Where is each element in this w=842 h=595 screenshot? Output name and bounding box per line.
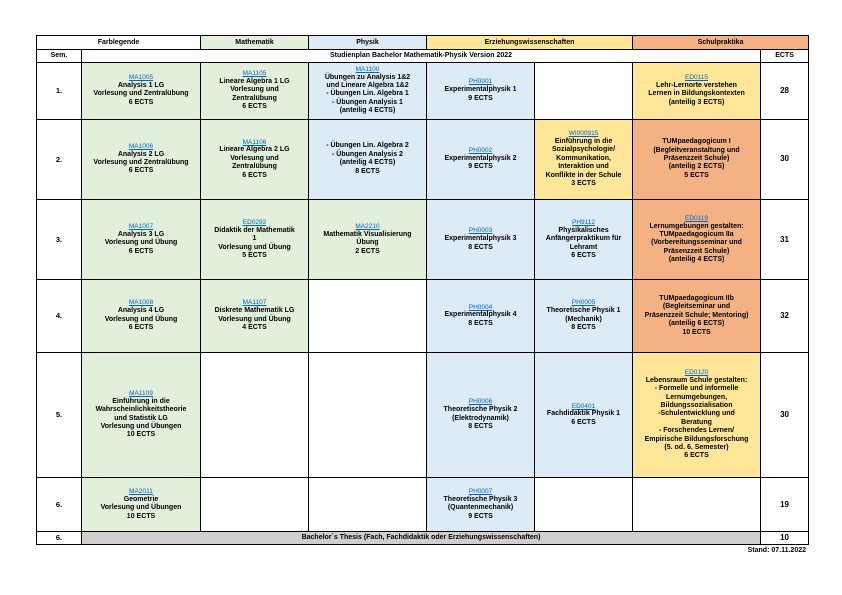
module-code-link[interactable]: MA1005	[128, 74, 154, 82]
module-text-line: Einführung in die	[554, 137, 613, 145]
module-cell	[535, 352, 633, 478]
module-text-line: Vorlesung und Übung	[104, 315, 178, 323]
module-cell	[309, 119, 427, 199]
semester-ects: 19	[761, 478, 809, 532]
module-code-link[interactable]: PH0004	[468, 303, 493, 311]
module-cell	[82, 478, 201, 532]
module-text-line: Theoretische Physik 1	[546, 307, 621, 315]
module-text-line: Zentralübung	[232, 94, 277, 102]
module-text-line: (5. od. 6. Semester)	[664, 443, 729, 451]
stand-date: Stand: 07.11.2022	[747, 547, 806, 554]
module-text-line: 6 ECTS	[128, 167, 154, 175]
module-text-line: (anteilig 4 ECTS)	[339, 107, 396, 115]
module-code-link[interactable]: PH0003	[468, 227, 493, 235]
module-text-line: (anteilig 4 ECTS)	[668, 256, 725, 264]
module-code-link[interactable]: PH0005	[571, 299, 596, 307]
module-text-line: Konflikte in der Schule	[545, 171, 622, 179]
module-text-line: Diskrete Mathematik LG	[214, 307, 295, 315]
module-text-line: (Begleitseminar und	[662, 303, 731, 311]
module-text-line: 6 ECTS	[128, 98, 154, 106]
module-text-line: (Mechanik)	[565, 315, 602, 323]
module-cell	[633, 280, 761, 352]
module-text-line: (Elektrodynamik)	[452, 414, 509, 422]
module-cell	[427, 478, 535, 532]
module-text-line: (anteilig 3 ECTS)	[668, 98, 725, 106]
module-text-line: 6 ECTS	[128, 324, 154, 332]
module-text-line: Vorlesung und Übung	[104, 239, 178, 247]
module-cell	[427, 62, 535, 119]
module-code-link[interactable]: MA2210	[355, 223, 380, 231]
module-text-line: - Übungen Analysis 2	[332, 150, 403, 158]
module-text-line: (anteilig 4 ECTS)	[339, 159, 396, 167]
header-erziehungswissenschaften: Erziehungswissenschaften	[427, 36, 633, 50]
module-text-line: Analysis 3 LG	[117, 230, 165, 238]
module-text-line: Mathematik Visualisierung	[323, 230, 412, 238]
module-text-line: 3 ECTS	[571, 179, 596, 187]
module-cell	[201, 119, 309, 199]
module-cell	[82, 119, 201, 199]
module-text-line: TUMpaedagogicum I	[662, 138, 731, 146]
module-cell	[633, 62, 761, 119]
module-text-line: Didaktik der Mathematik	[214, 226, 295, 234]
module-text-line: TUMpaedagogicum IIb	[659, 294, 734, 302]
module-text-line: Übungen zu Analysis 1&2	[324, 73, 411, 81]
module-text-line: Vorlesung und Übungen	[100, 423, 182, 430]
module-cell	[427, 352, 535, 478]
module-text-line: Vorlesung und Zentralübung	[93, 158, 189, 166]
semester-ects: 32	[761, 280, 809, 352]
module-code-link[interactable]: MA1006	[128, 142, 154, 150]
module-cell	[427, 199, 535, 279]
module-text-line: Wahrscheinlichkeitstheorie	[95, 406, 187, 414]
module-text-line: Sozialpsychologie/	[552, 146, 616, 154]
module-text-line: TUMpaedagogicum IIa	[659, 230, 734, 238]
semester-ects: 31	[761, 199, 809, 279]
title-row	[37, 50, 809, 62]
module-text-line: Zentralübung	[232, 163, 277, 171]
semester-number: 2.	[37, 119, 82, 199]
module-cell	[201, 352, 309, 478]
module-text-line: (anteilig 6 ECTS)	[668, 320, 725, 328]
module-text-line: 6 ECTS	[242, 102, 267, 110]
module-text-line: 10 ECTS	[126, 512, 156, 520]
module-text-line: - Formelle und informelle	[654, 385, 739, 393]
module-text-line: 4 ECTS	[242, 324, 267, 332]
module-text-line: Einführung in die	[112, 397, 170, 405]
module-text-line: 8 ECTS	[355, 167, 380, 175]
module-cell	[309, 62, 427, 119]
module-text-line: 8 ECTS	[468, 243, 493, 251]
module-text-line: - Übungen Analysis 1	[332, 98, 403, 106]
module-text-line: Physikalisches	[558, 226, 609, 234]
module-text-line: 9 ECTS	[468, 94, 493, 102]
module-text-line: 10 ECTS	[682, 328, 711, 336]
module-text-line: Geometrie	[123, 495, 159, 503]
module-code-link[interactable]: MA1100	[355, 65, 380, 73]
module-code-link[interactable]: PH0007	[468, 488, 493, 496]
module-text-line: Präsenzzeit Schule)	[663, 247, 730, 255]
module-cell	[82, 280, 201, 352]
module-text-line: - Übungen Lin. Algebra 2	[326, 142, 409, 150]
semester-number: 1.	[37, 62, 82, 119]
module-cell	[633, 199, 761, 279]
module-code-link[interactable]: MA2011	[129, 488, 153, 496]
module-code-link[interactable]: PH0006	[468, 398, 493, 406]
thesis-sem: 6.	[37, 531, 82, 544]
thesis-row	[37, 531, 809, 544]
module-code-link[interactable]: MA1008	[128, 299, 154, 307]
module-text-line: Vorlesung und	[230, 154, 279, 162]
module-text-line: Interaktion und	[558, 163, 609, 171]
thesis-label: Bachelor´s Thesis (Fach, Fachdidaktik oder Erziehungswissenschaften)	[82, 531, 761, 544]
module-cell	[427, 119, 535, 199]
semester-number: 4.	[37, 280, 82, 352]
module-text-line: 2 ECTS	[355, 247, 380, 255]
module-text-line: 8 ECTS	[468, 423, 493, 430]
module-code-link[interactable]: WI000915	[568, 130, 599, 138]
module-cell	[201, 199, 309, 279]
module-text-line: Analysis 1 LG	[117, 81, 165, 89]
module-text-line: Lehr-Lernorte verstehen	[656, 81, 737, 89]
module-cell	[82, 199, 201, 279]
module-cell	[309, 478, 427, 532]
module-text-line: 9 ECTS	[468, 163, 493, 171]
module-text-line: Theoretische Physik 2	[443, 406, 518, 414]
semester-number: 5.	[37, 352, 82, 478]
module-cell	[309, 280, 427, 352]
module-text-line: 5 ECTS	[684, 171, 709, 179]
module-text-line: 6 ECTS	[684, 452, 709, 460]
module-cell	[427, 280, 535, 352]
module-text-line: 6 ECTS	[571, 418, 596, 426]
module-text-line: Vorlesung und Übung	[218, 315, 291, 323]
module-text-line: 8 ECTS	[468, 319, 493, 327]
module-text-line: Experimentalphysik 3	[444, 235, 517, 243]
module-text-line: -Schulentwicklung und	[658, 410, 735, 418]
module-cell	[535, 199, 633, 279]
sem-header: Sem.	[37, 50, 82, 62]
module-text-line: Lineare Algebra 2 LG	[219, 146, 290, 154]
semester-ects: 30	[761, 119, 809, 199]
module-code-link[interactable]: ED0401	[571, 402, 596, 410]
module-text-line: Lernen in Bildungskontexten	[648, 90, 745, 98]
module-cell	[309, 199, 427, 279]
header-schulpraktika: Schulpraktika	[633, 36, 809, 50]
module-code-link[interactable]: MA1007	[128, 223, 154, 231]
module-text-line: Empirische Bildungsforschung	[644, 435, 749, 443]
module-text-line: Fachdidaktik Physik 1	[546, 410, 621, 418]
module-text-line: und Lineare Algebra 1&2	[326, 81, 409, 89]
semester-ects: 30	[761, 352, 809, 478]
module-text-line: 10 ECTS	[126, 431, 156, 439]
module-text-line: Vorlesung und	[230, 86, 279, 94]
semester-row	[37, 478, 809, 532]
semester-row	[37, 280, 809, 352]
module-text-line: Beratung	[681, 418, 712, 426]
module-code-link[interactable]: ED0120	[684, 369, 709, 377]
module-cell	[633, 119, 761, 199]
module-text-line: Vorlesung und Zentralübung	[93, 90, 189, 98]
study-plan-table	[36, 35, 809, 545]
semester-ects: 28	[761, 62, 809, 119]
module-text-line: Präsenzzeit Schule; Mentoring)	[644, 311, 749, 319]
module-text-line: Theoretische Physik 3	[443, 495, 518, 503]
module-cell	[535, 119, 633, 199]
module-text-line: Experimentalphysik 2	[444, 154, 517, 162]
module-text-line: 9 ECTS	[468, 512, 493, 520]
module-text-line: - Forschendes Lernen/	[658, 427, 735, 435]
module-text-line: (Begleitveranstaltung und	[653, 146, 740, 154]
module-text-line: Lernumgebungen gestalten:	[649, 222, 744, 230]
module-text-line: Lineare Algebra 1 LG	[219, 77, 290, 85]
module-code-link[interactable]: ED0115	[685, 74, 709, 82]
module-code-link[interactable]: ED0292	[242, 218, 267, 226]
module-text-line: (Quantenmechanik)	[447, 504, 514, 512]
module-cell	[201, 280, 309, 352]
module-text-line: 6 ECTS	[242, 171, 267, 179]
module-text-line: 8 ECTS	[571, 324, 596, 332]
module-text-line: Analysis 4 LG	[117, 307, 165, 315]
module-text-line: Lehramt	[569, 243, 598, 251]
module-code-link[interactable]: MA1107	[242, 299, 267, 307]
module-text-line: 1	[252, 235, 257, 243]
module-text-line: Übung	[356, 239, 379, 247]
module-code-link[interactable]: MA1105	[242, 69, 267, 77]
module-text-line: Präsenzzeit Schule)	[663, 155, 730, 163]
module-text-line: Bildungssozialisation	[660, 402, 733, 410]
module-text-line: 6 ECTS	[128, 247, 154, 255]
header-mathematik: Mathematik	[201, 36, 309, 50]
module-text-line: 6 ECTS	[571, 251, 596, 259]
module-text-line: 5 ECTS	[242, 251, 267, 259]
module-text-line: - Übungen Lin. Algebra 1	[326, 90, 409, 98]
module-text-line: Lebensraum Schule gestalten:	[645, 376, 748, 384]
module-cell	[535, 280, 633, 352]
module-text-line: Experimentalphysik 1	[444, 86, 517, 94]
header-farblegende: Farblegende	[37, 36, 201, 50]
semester-rows	[37, 62, 809, 531]
thesis-ects: 10	[761, 531, 809, 544]
category-header-row	[37, 36, 809, 50]
module-text-line: (anteilig 2 ECTS)	[668, 163, 725, 171]
module-text-line: Experimentalphysik 4	[444, 311, 517, 319]
semester-row	[37, 352, 809, 478]
header-physik: Physik	[309, 36, 427, 50]
module-cell	[535, 62, 633, 119]
module-code-link[interactable]: PH0002	[468, 146, 493, 154]
module-code-link[interactable]: ED0119	[685, 214, 709, 222]
module-cell	[633, 352, 761, 478]
module-cell	[309, 352, 427, 478]
module-text-line: Lernumgebungen,	[665, 393, 728, 401]
module-text-line: und Statistik LG	[114, 414, 168, 422]
semester-number: 3.	[37, 199, 82, 279]
semester-row	[37, 199, 809, 279]
module-code-link[interactable]: MA1106	[242, 138, 267, 146]
semester-number: 6.	[37, 478, 82, 532]
module-code-link[interactable]: PH9112	[572, 218, 596, 226]
module-text-line: Vorlesung und Übungen	[100, 504, 182, 512]
ects-header: ECTS	[761, 50, 809, 62]
module-code-link[interactable]: MA1109	[129, 390, 153, 398]
plan-title: Studienplan Bachelor Mathematik-Physik Version 2022	[82, 50, 761, 62]
module-cell	[82, 352, 201, 478]
module-cell	[633, 478, 761, 532]
semester-row	[37, 119, 809, 199]
semester-row	[37, 62, 809, 119]
module-code-link[interactable]: PH0001	[468, 78, 493, 86]
module-text-line: (Vorbereitungsseminar und	[651, 239, 742, 247]
module-text-line: Analysis 2 LG	[117, 150, 165, 158]
module-text-line: Vorlesung und Übung	[218, 243, 291, 251]
module-cell	[201, 478, 309, 532]
module-cell	[535, 478, 633, 532]
module-cell	[82, 62, 201, 119]
module-text-line: Anfängerpraktikum für	[545, 235, 622, 243]
module-cell	[201, 62, 309, 119]
module-text-line: Kommunikation,	[556, 154, 611, 162]
